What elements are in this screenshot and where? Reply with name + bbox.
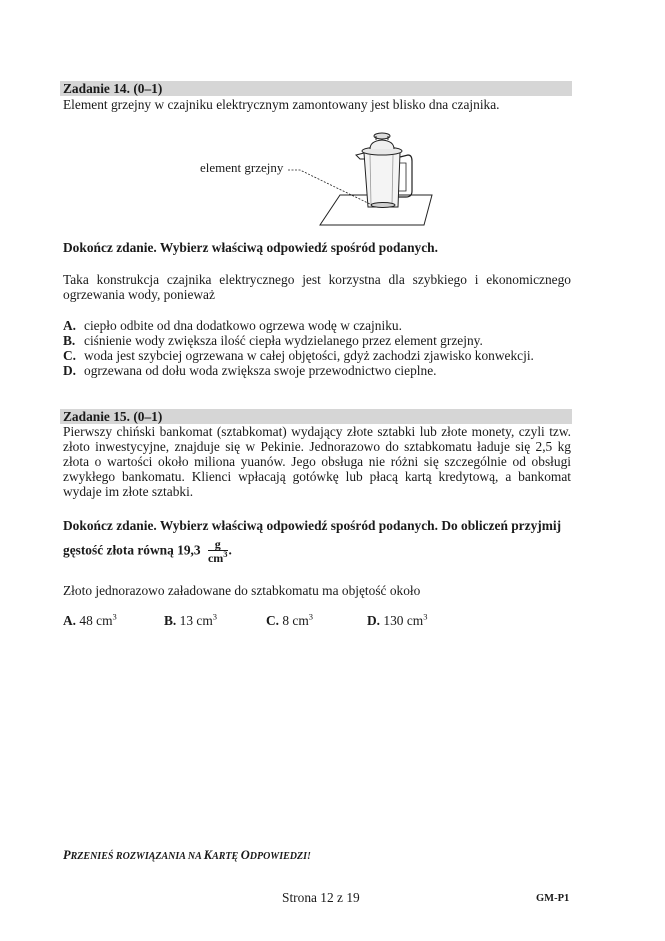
heating-element — [371, 203, 395, 208]
task15-answer-c[interactable]: C. 8 $cm^3$ — [266, 611, 314, 628]
task15-answer-a[interactable]: A. 48 $cm^3$ — [63, 611, 117, 628]
task15-instruction-line1: Dokończ zdanie. Wybierz właściwą odpowiedź spośród podanych. Do obliczeń przyjmij — [63, 518, 562, 533]
transfer-notice: PRZENIEŚ ROZWIĄZANIA NA KARTĘ ODPOWIEDZI! — [63, 848, 311, 862]
task15-answer-d[interactable]: D. 130 $cm^3$ — [367, 611, 428, 628]
task15-instruction-line2: gęstość złota równą 19,3 $\frac{g}{cm^3}$ . — [63, 537, 232, 565]
task14-option-a[interactable]: A. ciepło odbite od dna dodatkowo ogrzewa wodę w czajniku. — [63, 318, 402, 333]
task14-instruction: Dokończ zdanie. Wybierz właściwą odpowiedź spośród podanych. — [63, 240, 438, 255]
task14-intro: Element grzejny w czajniku elektrycznym zamontowany jest blisko dna czajnika. — [63, 97, 500, 112]
kettle-body — [364, 153, 400, 207]
task14-option-b[interactable]: B. ciśnienie wody zwiększa ilość ciepła wydzielanego przez element grzejny. — [63, 333, 483, 348]
page-number: Strona 12 z 19 — [282, 890, 360, 905]
kettle-figure — [280, 125, 440, 230]
task15-answer-b[interactable]: B. 13 $cm^3$ — [164, 611, 217, 628]
task14-header: Zadanie 14. (0–1) — [60, 81, 572, 96]
exam-code: GM-P1 — [536, 893, 570, 904]
task15-stem: Złoto jednorazowo załadowane do sztabkomatu ma objętość około — [63, 583, 421, 598]
task14-option-d[interactable]: D. ogrzewana od dołu woda zwiększa swoje przewodnictwo cieplne. — [63, 363, 437, 378]
pointer-line — [288, 170, 372, 205]
density-unit-fraction: $\frac{g}{cm^3}$ — [207, 537, 228, 565]
task15-intro: Pierwszy chiński bankomat (sztabkomat) wydający złote sztabki lub złote monety, czyli tzw. złoto inwestycyjne, znajduje się w Pekinie. Jednorazowo do sztabkomatu ładuje się 2,5 kg złota o wartości około miliona yuanów. Jego obsługa nie różni się szczególnie od obsługi zwykłego bankomatu. Klienci wpłacają gotówkę lub płacą kartą kredytową, a bankomat wydaje im złote sztabki. — [63, 424, 571, 499]
task15-header: Zadanie 15. (0–1) — [60, 409, 572, 424]
figure-label: element grzejny — [200, 160, 284, 175]
task14-stem: Taka konstrukcja czajnika elektrycznego jest korzystna dla szybkiego i ekonomicznego ogrzewania wody, ponieważ — [63, 272, 571, 302]
task14-option-c[interactable]: C. woda jest szybciej ogrzewana w całej objętości, gdyż zachodzi zjawisko konwekcji. — [63, 348, 534, 363]
